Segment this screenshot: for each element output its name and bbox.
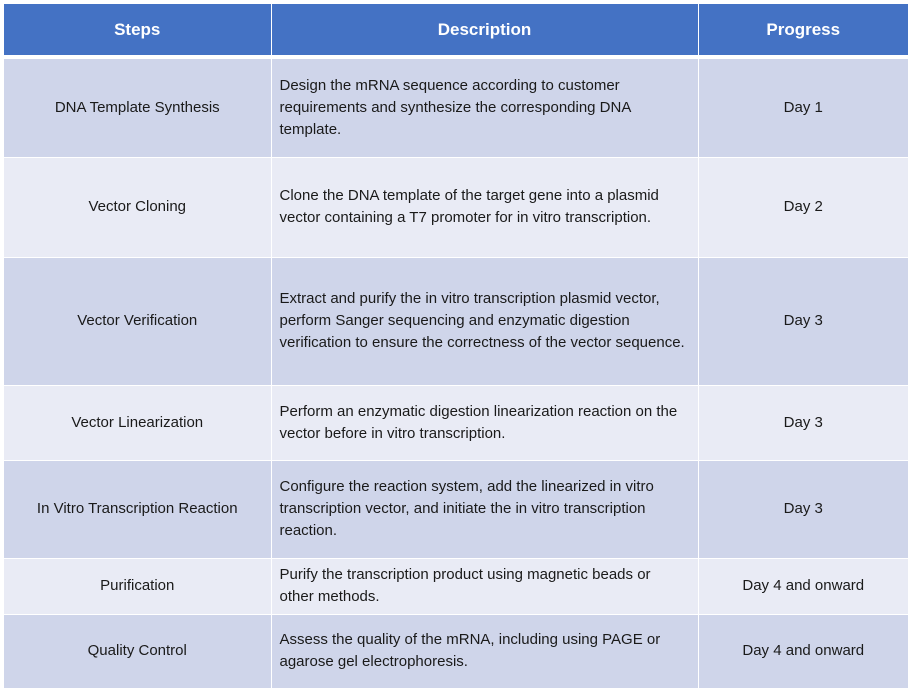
step-cell: Vector Linearization (4, 385, 271, 460)
header-progress: Progress (698, 4, 908, 57)
progress-cell: Day 3 (698, 460, 908, 558)
header-description: Description (271, 4, 698, 57)
table-row (4, 157, 908, 257)
workflow-table (4, 4, 908, 689)
workflow-table-container (4, 4, 908, 689)
progress-cell: Day 2 (698, 157, 908, 257)
step-cell: In Vitro Transcription Reaction (4, 460, 271, 558)
progress-cell: Day 4 and onward (698, 558, 908, 614)
description-cell: Assess the quality of the mRNA, including using PAGE or agarose gel electrophoresis. (271, 614, 698, 688)
table-row (4, 257, 908, 385)
progress-cell: Day 3 (698, 385, 908, 460)
description-cell: Design the mRNA sequence according to customer requirements and synthesize the corresponding DNA template. (271, 57, 698, 157)
description-cell: Clone the DNA template of the target gene into a plasmid vector containing a T7 promoter for in vitro transcription. (271, 157, 698, 257)
table-row (4, 57, 908, 157)
step-cell: Purification (4, 558, 271, 614)
table-header-row (4, 4, 908, 57)
table-row (4, 558, 908, 614)
description-cell: Perform an enzymatic digestion linearization reaction on the vector before in vitro transcription. (271, 385, 698, 460)
description-cell: Purify the transcription product using magnetic beads or other methods. (271, 558, 698, 614)
table-row (4, 385, 908, 460)
step-cell: Quality Control (4, 614, 271, 688)
header-steps: Steps (4, 4, 271, 57)
table-row (4, 614, 908, 688)
progress-cell: Day 4 and onward (698, 614, 908, 688)
step-cell: Vector Verification (4, 257, 271, 385)
step-cell: DNA Template Synthesis (4, 57, 271, 157)
description-cell: Extract and purify the in vitro transcription plasmid vector, perform Sanger sequencing and enzymatic digestion verification to ensure the correctness of the vector sequence. (271, 257, 698, 385)
progress-cell: Day 1 (698, 57, 908, 157)
description-cell: Configure the reaction system, add the linearized in vitro transcription vector, and initiate the in vitro transcription reaction. (271, 460, 698, 558)
progress-cell: Day 3 (698, 257, 908, 385)
step-cell: Vector Cloning (4, 157, 271, 257)
table-row (4, 460, 908, 558)
